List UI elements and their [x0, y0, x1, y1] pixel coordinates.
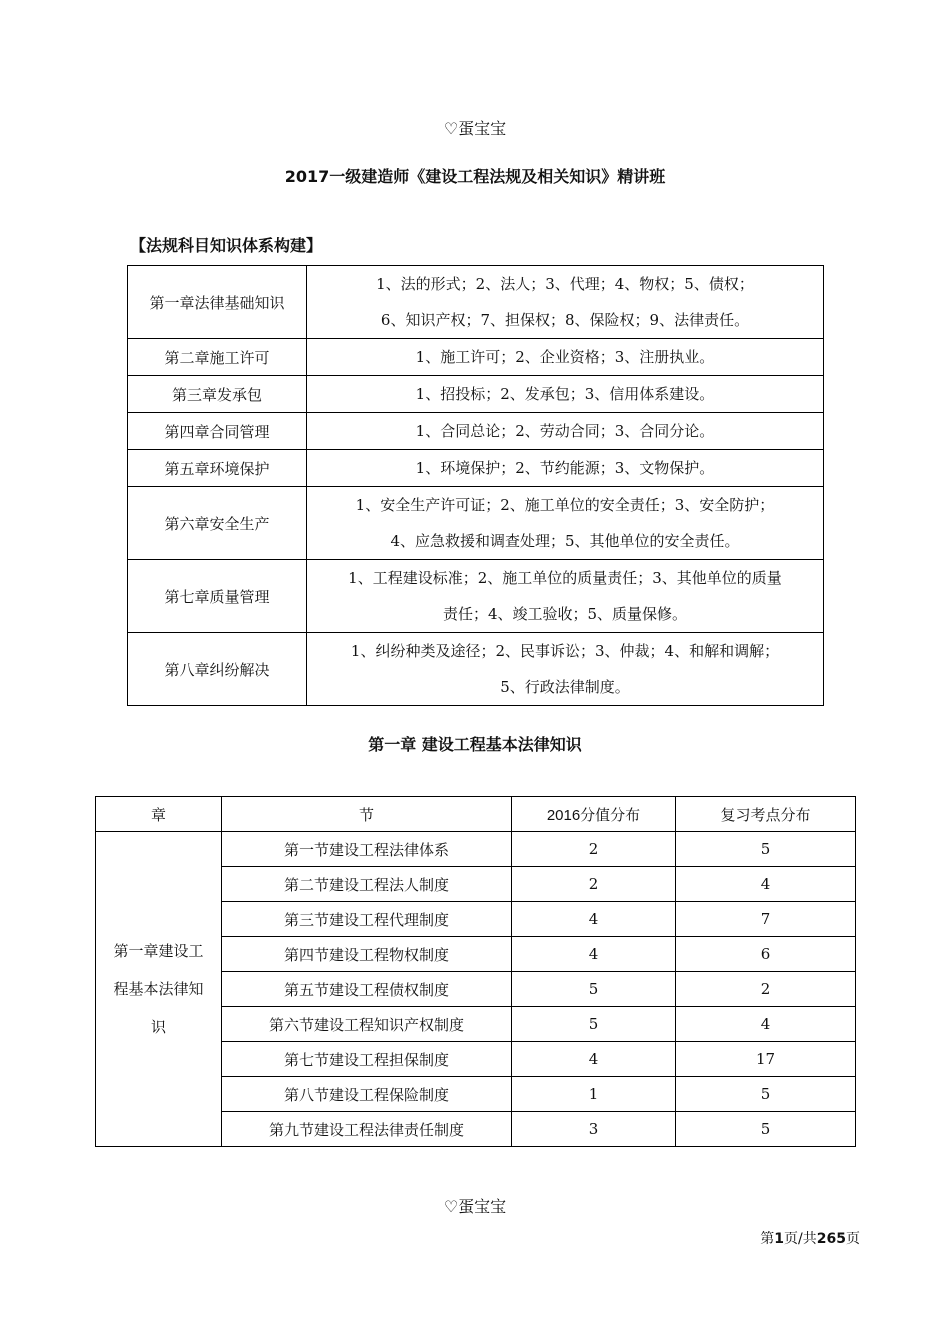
column-header-points: 复习考点分布 — [676, 797, 856, 832]
column-header-section: 节 — [222, 797, 512, 832]
score-2016: 2 — [512, 832, 676, 867]
review-points: 4 — [676, 867, 856, 902]
review-points: 17 — [676, 1042, 856, 1077]
chapter-topics — [307, 266, 824, 339]
score-2016: 5 — [512, 1007, 676, 1042]
syllabus-row — [128, 487, 824, 560]
page-number: 第1页/共265页 — [760, 1231, 860, 1247]
chapter-name-line: 程基本法律知 — [113, 980, 204, 998]
chapter-topics — [307, 633, 824, 706]
section-name: 第三节建设工程代理制度 — [222, 902, 512, 937]
chapter-name: 第三章发承包 — [128, 376, 307, 413]
chapter-topics — [307, 376, 824, 413]
syllabus-row — [128, 339, 824, 376]
score-2016: 4 — [512, 902, 676, 937]
topic-line: 1、法的形式；2、法人；3、代理；4、物权；5、债权； — [376, 275, 754, 293]
review-points: 6 — [676, 937, 856, 972]
chapter-name: 第二章施工许可 — [128, 339, 307, 376]
section-name: 第九节建设工程法律责任制度 — [222, 1112, 512, 1147]
chapter-name: 第八章纠纷解决 — [128, 633, 307, 706]
chapter-name: 第五章环境保护 — [128, 450, 307, 487]
syllabus-heading: 【法规科目知识体系构建】 — [130, 236, 323, 255]
topic-line: 1、安全生产许可证；2、施工单位的安全责任；3、安全防护； — [355, 496, 775, 514]
topic-line: 责任；4、竣工验收；5、质量保修。 — [442, 605, 688, 623]
syllabus-row — [128, 413, 824, 450]
chapter-topics — [307, 560, 824, 633]
syllabus-row — [128, 450, 824, 487]
syllabus-row — [128, 633, 824, 706]
review-points: 2 — [676, 972, 856, 1007]
chapter-name: 第七章质量管理 — [128, 560, 307, 633]
section-name: 第一节建设工程法律体系 — [222, 832, 512, 867]
syllabus-row — [128, 376, 824, 413]
topic-line: 4、应急救援和调查处理；5、其他单位的安全责任。 — [390, 532, 740, 550]
score-2016: 1 — [512, 1077, 676, 1112]
score-distribution-table — [95, 796, 856, 1147]
review-points: 5 — [676, 1077, 856, 1112]
current-page: 1 — [774, 1231, 785, 1247]
chapter-topics — [307, 413, 824, 450]
chapter-topics — [307, 450, 824, 487]
topic-line: 1、纠纷种类及途径；2、民事诉讼；3、仲裁；4、和解和调解； — [350, 642, 780, 660]
topic-line: 1、施工许可；2、企业资格；3、注册执业。 — [415, 348, 715, 366]
table-header-row — [96, 797, 856, 832]
section-name: 第四节建设工程物权制度 — [222, 937, 512, 972]
chapter-name-line: 第一章建设工 — [113, 942, 204, 960]
table-row — [96, 832, 856, 867]
section-name: 第八节建设工程保险制度 — [222, 1077, 512, 1112]
chapter-name: 第一章法律基础知识 — [128, 266, 307, 339]
footer-watermark: ♡蛋宝宝 — [443, 1197, 507, 1216]
topic-line: 1、招投标；2、发承包；3、信用体系建设。 — [415, 385, 715, 403]
topic-line: 5、行政法律制度。 — [500, 678, 630, 696]
score-2016: 4 — [512, 937, 676, 972]
section-name: 第七节建设工程担保制度 — [222, 1042, 512, 1077]
section-name: 第二节建设工程法人制度 — [222, 867, 512, 902]
chapter-name: 第四章合同管理 — [128, 413, 307, 450]
review-points: 7 — [676, 902, 856, 937]
review-points: 4 — [676, 1007, 856, 1042]
topic-line: 1、环境保护；2、节约能源；3、文物保护。 — [415, 459, 715, 477]
chapter-cell — [96, 832, 222, 1147]
review-points: 5 — [676, 832, 856, 867]
document-title: 2017一级建造师《建设工程法规及相关知识》精讲班 — [284, 167, 666, 186]
syllabus-row — [128, 560, 824, 633]
header-watermark: ♡蛋宝宝 — [443, 119, 507, 138]
column-header-chapter: 章 — [96, 797, 222, 832]
chapter-one-heading: 第一章 建设工程基本法律知识 — [368, 735, 582, 754]
column-header-score: 2016分值分布 — [512, 797, 676, 832]
score-2016: 5 — [512, 972, 676, 1007]
topic-line: 1、工程建设标准；2、施工单位的质量责任；3、其他单位的质量 — [348, 569, 782, 587]
syllabus-table — [127, 265, 824, 706]
review-points: 5 — [676, 1112, 856, 1147]
syllabus-row — [128, 266, 824, 339]
section-name: 第六节建设工程知识产权制度 — [222, 1007, 512, 1042]
topic-line: 6、知识产权；7、担保权；8、保险权；9、法律责任。 — [380, 311, 750, 329]
score-2016: 2 — [512, 867, 676, 902]
topic-line: 1、合同总论；2、劳动合同；3、合同分论。 — [415, 422, 715, 440]
chapter-topics — [307, 487, 824, 560]
section-name: 第五节建设工程债权制度 — [222, 972, 512, 1007]
total-pages: 265 — [816, 1231, 846, 1247]
chapter-topics — [307, 339, 824, 376]
score-2016: 3 — [512, 1112, 676, 1147]
score-2016: 4 — [512, 1042, 676, 1077]
chapter-name-line: 识 — [150, 1018, 166, 1036]
chapter-name: 第六章安全生产 — [128, 487, 307, 560]
